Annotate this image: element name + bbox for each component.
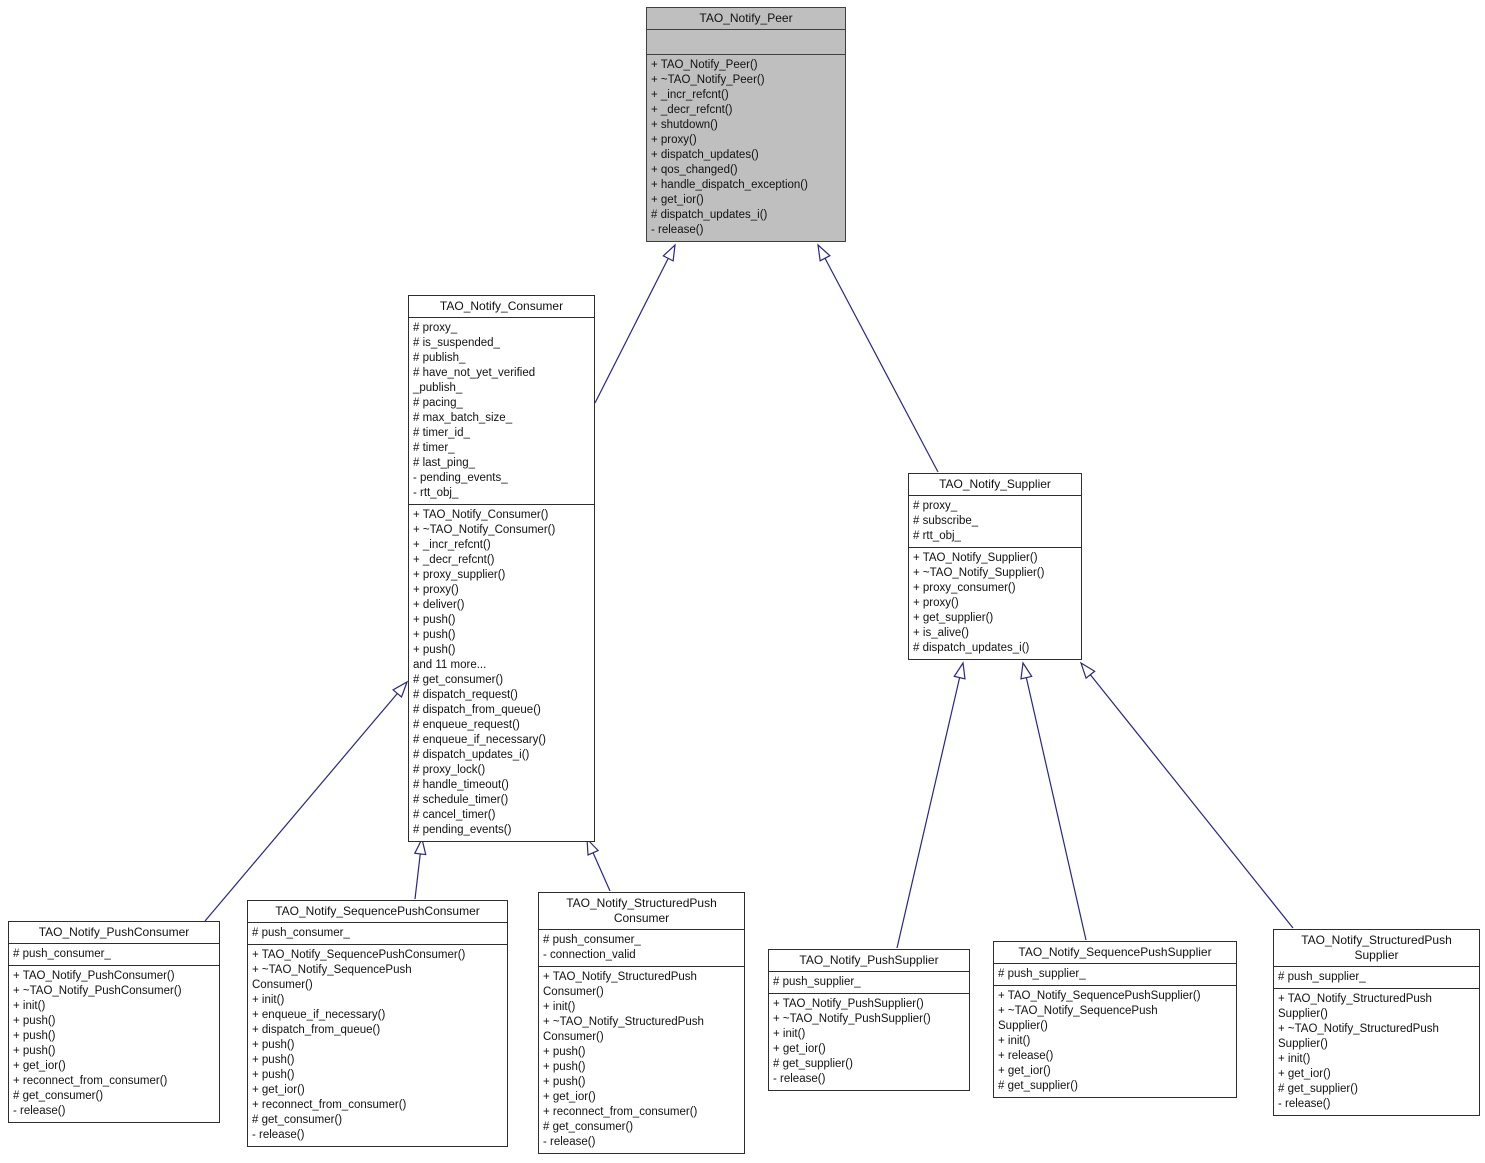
class-title-line: TAO_Notify_PushSupplier: [799, 953, 939, 967]
method-row: + TAO_Notify_SequencePushSupplier(): [998, 990, 1201, 1002]
class-title-line: TAO_Notify_StructuredPush: [566, 896, 717, 910]
method-row: + _decr_refcnt(): [413, 554, 495, 566]
class-title: [909, 474, 1081, 496]
method-row: + is_alive(): [913, 627, 969, 639]
method-row: + dispatch_updates(): [651, 149, 759, 161]
method-row: + get_ior(): [1278, 1068, 1331, 1080]
method-row: # dispatch_updates_i(): [413, 749, 530, 761]
methods-section: [647, 55, 845, 241]
class-box-tao-notify-sequencepushsupplier[interactable]: [993, 941, 1237, 1098]
attribute-row: # push_supplier_: [1278, 971, 1366, 983]
inheritance-edge: [897, 678, 960, 948]
attributes-section: [248, 923, 507, 945]
attributes-section: [769, 972, 969, 994]
attributes-section: [1274, 967, 1479, 989]
attributes-section: [9, 944, 219, 966]
class-title-line: TAO_Notify_StructuredPush: [1301, 933, 1452, 947]
method-row: # get_supplier(): [773, 1058, 853, 1070]
attribute-row: # is_suspended_: [413, 337, 500, 349]
method-row: Consumer(): [543, 986, 604, 998]
method-row: - release(): [1278, 1098, 1331, 1110]
method-row: Supplier(): [998, 1020, 1048, 1032]
class-title: [769, 950, 969, 972]
method-row: + ~TAO_Notify_SequencePush: [998, 1005, 1158, 1017]
class-title-line: Supplier: [1354, 948, 1399, 962]
attribute-row: # timer_id_: [413, 427, 470, 439]
attribute-row: # timer_: [413, 442, 455, 454]
method-row: + push(): [252, 1069, 295, 1081]
method-row: + TAO_Notify_StructuredPush: [543, 971, 697, 983]
method-row: + get_ior(): [252, 1084, 305, 1096]
method-row: # cancel_timer(): [413, 809, 496, 821]
method-row: Consumer(): [252, 979, 313, 991]
method-row: + proxy_consumer(): [913, 582, 1016, 594]
method-row: # dispatch_from_queue(): [413, 704, 541, 716]
attribute-row: # max_batch_size_: [413, 412, 513, 424]
class-title: [1274, 930, 1479, 967]
attributes-section: [994, 964, 1236, 986]
method-row: + init(): [1278, 1053, 1311, 1065]
method-row: # enqueue_request(): [413, 719, 520, 731]
class-title-line: TAO_Notify_Consumer: [439, 299, 564, 313]
method-row: + proxy_supplier(): [413, 569, 506, 581]
method-row: + proxy(): [651, 134, 697, 146]
method-row: Supplier(): [1278, 1038, 1328, 1050]
method-row: + ~TAO_Notify_Supplier(): [913, 567, 1045, 579]
method-row: + get_ior(): [543, 1091, 596, 1103]
class-title: [248, 901, 507, 923]
class-box-tao-notify-structuredpushconsumer[interactable]: [538, 892, 745, 1154]
attributes-section: [647, 30, 845, 55]
method-row: Consumer(): [543, 1031, 604, 1043]
method-row: # schedule_timer(): [413, 794, 509, 806]
class-title: [539, 893, 744, 930]
method-row: + push(): [413, 614, 456, 626]
method-row: - release(): [651, 224, 704, 236]
method-row: + ~TAO_Notify_Consumer(): [413, 524, 556, 536]
method-row: + init(): [773, 1028, 806, 1040]
method-row: + get_ior(): [651, 194, 704, 206]
attribute-row: # push_consumer_: [13, 948, 111, 960]
method-row: + get_ior(): [13, 1060, 66, 1072]
method-row: + push(): [252, 1054, 295, 1066]
methods-section: [994, 986, 1236, 1097]
method-row: # dispatch_updates_i(): [913, 642, 1030, 654]
method-row: + ~TAO_Notify_PushSupplier(): [773, 1013, 931, 1025]
attribute-row: # push_supplier_: [773, 976, 861, 988]
attribute-row: # have_not_yet_verified: [413, 367, 536, 379]
method-row: # dispatch_updates_i(): [651, 209, 768, 221]
class-title-line: TAO_Notify_SequencePushConsumer: [275, 904, 480, 918]
method-row: # get_consumer(): [13, 1090, 104, 1102]
attribute-row: # publish_: [413, 352, 466, 364]
class-box-tao-notify-structuredpushsupplier[interactable]: [1273, 929, 1480, 1116]
class-title: [994, 942, 1236, 964]
method-row: + push(): [13, 1030, 56, 1042]
method-row: + push(): [543, 1076, 586, 1088]
method-row: + ~TAO_Notify_StructuredPush: [1278, 1023, 1439, 1035]
method-row: + proxy(): [413, 584, 459, 596]
class-box-tao-notify-pushsupplier[interactable]: [768, 949, 970, 1091]
method-row: # get_consumer(): [252, 1114, 343, 1126]
attribute-row: # proxy_: [913, 500, 958, 512]
attribute-row: - connection_valid: [543, 949, 636, 961]
method-row: and 11 more...: [413, 659, 487, 671]
attribute-row: # push_consumer_: [252, 927, 350, 939]
attribute-row: # rtt_obj_: [913, 530, 961, 542]
attribute-row: # proxy_: [413, 322, 458, 334]
class-title-line: TAO_Notify_PushConsumer: [38, 925, 190, 939]
methods-section: [909, 548, 1081, 659]
method-row: + handle_dispatch_exception(): [651, 179, 808, 191]
inheritance-arrowhead: [393, 682, 407, 697]
method-row: + TAO_Notify_PushConsumer(): [13, 970, 175, 982]
methods-section: [1274, 989, 1479, 1115]
attribute-row: # last_ping_: [413, 457, 476, 469]
inheritance-edge: [595, 258, 668, 403]
class-title-line: Consumer: [613, 911, 670, 925]
method-row: + push(): [413, 644, 456, 656]
inheritance-arrowhead: [954, 663, 965, 679]
method-row: + _incr_refcnt(): [413, 539, 491, 551]
class-title: [9, 922, 219, 944]
method-row: + TAO_Notify_SequencePushConsumer(): [252, 949, 466, 961]
method-row: + init(): [252, 994, 285, 1006]
attribute-row: - pending_events_: [413, 472, 508, 484]
class-title: [409, 296, 594, 318]
method-row: + TAO_Notify_Peer(): [651, 59, 758, 71]
inheritance-edge: [1090, 675, 1293, 928]
inheritance-edge: [415, 854, 420, 899]
method-row: # enqueue_if_necessary(): [413, 734, 546, 746]
method-row: + reconnect_from_consumer(): [252, 1099, 407, 1111]
attribute-row: # push_supplier_: [998, 968, 1086, 980]
method-row: # pending_events(): [413, 824, 512, 836]
class-box-tao-notify-sequencepushconsumer[interactable]: [247, 900, 508, 1147]
inheritance-arrowhead: [663, 245, 675, 261]
class-title-line: TAO_Notify_SequencePushSupplier: [1018, 945, 1212, 959]
methods-section: [409, 505, 594, 841]
method-row: + init(): [13, 1000, 46, 1012]
method-row: + _decr_refcnt(): [651, 104, 733, 116]
attributes-section: [409, 318, 594, 505]
inheritance-edge: [1026, 678, 1086, 940]
method-row: + ~TAO_Notify_PushConsumer(): [13, 985, 182, 997]
method-row: + push(): [13, 1015, 56, 1027]
class-box-tao-notify-consumer[interactable]: [408, 295, 595, 842]
method-row: # get_supplier(): [998, 1080, 1078, 1092]
method-row: # dispatch_request(): [413, 689, 518, 701]
attribute-row: - rtt_obj_: [413, 487, 459, 499]
attribute-row: # subscribe_: [913, 515, 979, 527]
attribute-row: _publish_: [413, 382, 463, 394]
inheritance-arrowhead: [1021, 663, 1032, 679]
method-row: + enqueue_if_necessary(): [252, 1009, 386, 1021]
method-row: + TAO_Notify_PushSupplier(): [773, 998, 924, 1010]
method-row: + init(): [543, 1001, 576, 1013]
class-box-tao-notify-supplier[interactable]: [908, 473, 1082, 660]
methods-section: [248, 945, 507, 1146]
method-row: + get_ior(): [773, 1043, 826, 1055]
method-row: + push(): [543, 1061, 586, 1073]
inheritance-edge: [825, 258, 938, 472]
method-row: - release(): [773, 1073, 826, 1085]
method-row: - release(): [543, 1136, 596, 1148]
method-row: - release(): [252, 1129, 305, 1141]
methods-section: [769, 994, 969, 1090]
method-row: + init(): [998, 1035, 1031, 1047]
attributes-section: [909, 496, 1081, 548]
method-row: + push(): [543, 1046, 586, 1058]
method-row: + TAO_Notify_StructuredPush: [1278, 993, 1432, 1005]
class-box-tao-notify-peer[interactable]: [646, 7, 846, 242]
method-row: # get_supplier(): [1278, 1083, 1358, 1095]
inheritance-edge: [205, 693, 397, 921]
method-row: + _incr_refcnt(): [651, 89, 729, 101]
inheritance-arrowhead: [1081, 663, 1095, 678]
attributes-section: [539, 930, 744, 967]
method-row: + shutdown(): [651, 119, 718, 131]
method-row: Supplier(): [1278, 1008, 1328, 1020]
method-row: + get_ior(): [998, 1065, 1051, 1077]
class-title-line: TAO_Notify_Supplier: [939, 477, 1051, 491]
method-row: # get_consumer(): [413, 674, 504, 686]
methods-section: [9, 966, 219, 1122]
inheritance-arrowhead: [818, 245, 830, 261]
method-row: # get_consumer(): [543, 1121, 634, 1133]
class-title: [647, 8, 845, 30]
method-row: + release(): [998, 1050, 1054, 1062]
method-row: + reconnect_from_consumer(): [543, 1106, 698, 1118]
attribute-row: # pacing_: [413, 397, 463, 409]
method-row: # handle_timeout(): [413, 779, 509, 791]
method-row: + TAO_Notify_Consumer(): [413, 509, 549, 521]
method-row: + ~TAO_Notify_SequencePush: [252, 964, 412, 976]
method-row: + push(): [13, 1045, 56, 1057]
attribute-row: # push_consumer_: [543, 934, 641, 946]
method-row: + deliver(): [413, 599, 465, 611]
class-title-line: TAO_Notify_Peer: [699, 11, 793, 25]
inheritance-edge: [593, 853, 610, 891]
method-row: - release(): [13, 1105, 66, 1117]
method-row: + ~TAO_Notify_StructuredPush: [543, 1016, 704, 1028]
method-row: + push(): [413, 629, 456, 641]
method-row: + TAO_Notify_Supplier(): [913, 552, 1038, 564]
method-row: + proxy(): [913, 597, 959, 609]
method-row: + get_supplier(): [913, 612, 994, 624]
method-row: + ~TAO_Notify_Peer(): [651, 74, 765, 86]
method-row: + reconnect_from_consumer(): [13, 1075, 168, 1087]
method-row: # proxy_lock(): [413, 764, 486, 776]
method-row: + dispatch_from_queue(): [252, 1024, 381, 1036]
method-row: + push(): [252, 1039, 295, 1051]
method-row: + qos_changed(): [651, 164, 738, 176]
methods-section: [539, 967, 744, 1153]
class-box-tao-notify-pushconsumer[interactable]: [8, 921, 220, 1123]
